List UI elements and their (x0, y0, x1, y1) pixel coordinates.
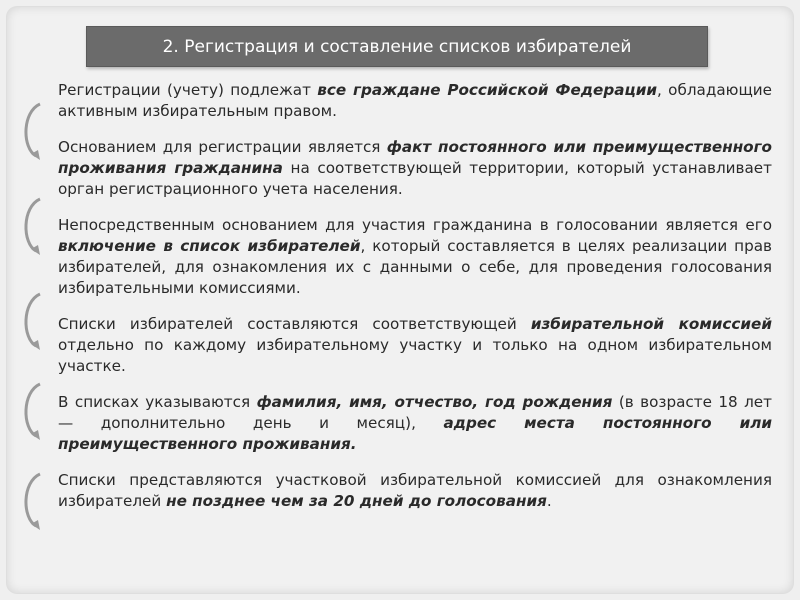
curved-arrow-icon (18, 100, 48, 164)
text-run: Списки избирателей составляются соответствующей (58, 315, 531, 333)
text-run: Регистрации (учету) подлежат (58, 81, 318, 99)
emphasis-text: не позднее чем за 20 дней до голосования (166, 492, 547, 510)
text-run: на соответствующей территории, который устанавливает орган регистрационного учета населения. (58, 159, 772, 198)
paragraph (58, 392, 772, 455)
slide-title: 2. Регистрация и составление списков избирателей (86, 26, 708, 67)
emphasis-text: включение в список избирателей (58, 237, 361, 255)
text-run: отдельно по каждому избирательному участку и только на одном избирательном участке. (58, 336, 772, 375)
text-run: Списки представляются участковой избирательной комиссией для ознакомления избирателей (58, 471, 772, 510)
paragraph (58, 470, 772, 512)
emphasis-text: фамилия, имя, отчество, год рождения (256, 393, 613, 411)
curved-arrow-icon (18, 290, 48, 354)
emphasis-text: все граждане Российской Федерации (317, 81, 657, 99)
text-run: Основанием для регистрации является (58, 138, 387, 156)
text-run: В списках указываются (58, 393, 257, 411)
emphasis-text: избирательной комиссией (530, 315, 772, 333)
text-run: . (546, 492, 552, 510)
paragraph (58, 80, 772, 122)
paragraph (58, 215, 772, 299)
paragraph (58, 137, 772, 200)
text-run: Непосредственным основанием для участия гражданина в голосовании является его (58, 216, 772, 234)
emphasis-text: адрес места постоянного или преимущественного проживания. (58, 414, 772, 453)
curved-arrow-icon (18, 195, 48, 259)
paragraph (58, 314, 772, 377)
curved-arrow-icon (18, 470, 48, 534)
text-run: (в возрасте 18 лет — дополнительно день и месяц), (58, 393, 772, 432)
text-run: , обладающие активным избирательным правом. (58, 81, 772, 120)
text-run: , который составляется в целях реализации прав избирателей, для ознакомления их с данными о себе, для проведения голосования избирательными комиссиями. (58, 237, 773, 297)
emphasis-text: факт постоянного или преимущественного проживания гражданина (58, 138, 772, 177)
slide-body (58, 80, 772, 527)
curved-arrow-icon (18, 380, 48, 444)
